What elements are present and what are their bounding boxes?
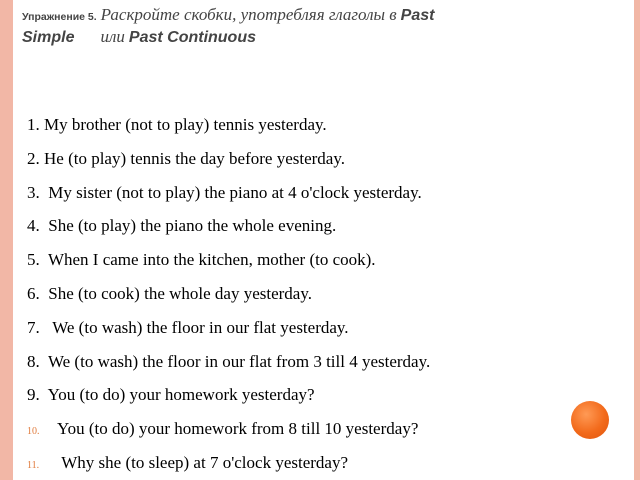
list-item: 5. When I came into the kitchen, mother (to cook). <box>27 250 376 270</box>
list-item: 6. She (to cook) the whole day yesterday. <box>27 283 312 303</box>
exercise-title <box>22 4 622 49</box>
list-item: 8. We (to wash) the floor in our flat from 3 till 4 yesterday. <box>27 351 431 371</box>
title-line-2 <box>22 26 622 49</box>
exercise-label: Упражнение 5. <box>22 11 97 23</box>
tense-past-simple-part2: Simple <box>22 29 75 46</box>
list-item: 10. You (to do) your homework from 8 till 10 yesterday? <box>27 419 419 439</box>
exercise-instruction: Раскройте скобки, употребляя глаголы в <box>100 5 397 24</box>
list-item: 1. My brother (not to play) tennis yesterday. <box>27 115 327 134</box>
list-item: 2. He (to play) tennis the day before yesterday. <box>27 148 346 168</box>
title-conjunction: или <box>100 27 125 46</box>
left-border-bar <box>0 0 13 480</box>
list-item: 4. She (to play) the piano the whole evening. <box>27 216 337 236</box>
list-item: 7. We (to wash) the floor in our flat yesterday. <box>27 317 349 337</box>
list-item: 11. Why she (to sleep) at 7 o'clock yesterday? <box>27 452 349 472</box>
right-border-bar <box>634 0 640 480</box>
orange-circle-decoration <box>571 401 609 439</box>
list-item: 3. My sister (not to play) the piano at 4 o'clock yesterday. <box>27 182 422 202</box>
list-item: 9. You (to do) your homework yesterday? <box>27 385 315 405</box>
exercise-list <box>27 114 587 480</box>
tense-past-simple-part1: Past <box>400 7 435 24</box>
tense-past-continuous: Past Continuous <box>128 29 256 46</box>
